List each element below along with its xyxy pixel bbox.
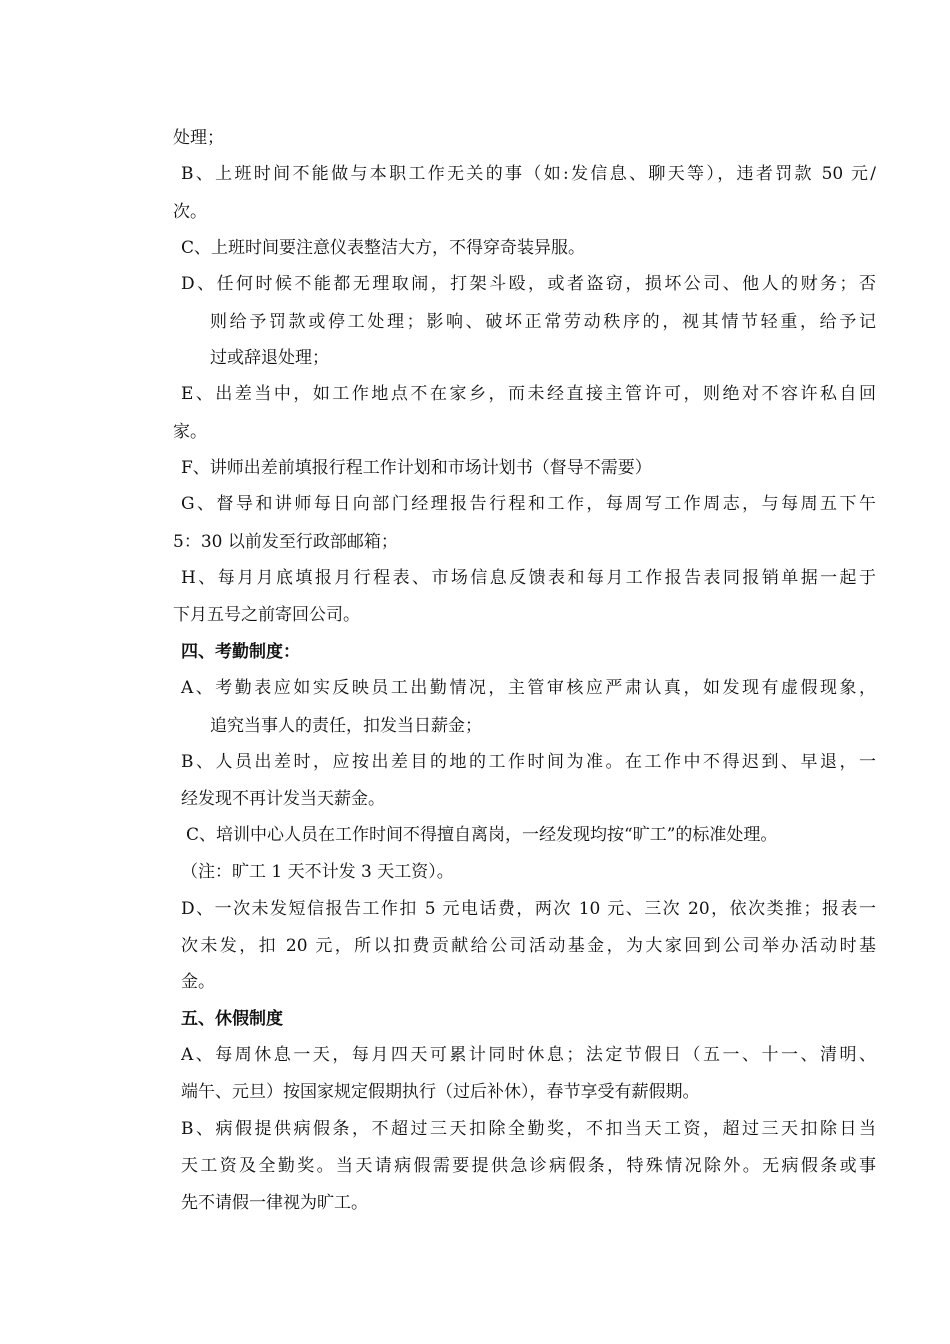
text-line: 先不请假一律视为旷工。 <box>181 1193 368 1213</box>
text-line: 家。 <box>173 422 207 442</box>
text-line: 端午、元旦）按国家规定假期执行（过后补休），春节享受有薪假期。 <box>181 1082 700 1102</box>
text-line: 则给予罚款或停工处理；影响、破坏正常劳动秩序的，视其情节轻重，给予记 <box>210 312 876 332</box>
text-line: 次。 <box>173 202 207 222</box>
text-line: B、人员出差时，应按出差目的地的工作时间为准。在工作中不得迟到、早退，一 <box>181 752 876 772</box>
text-line: H、每月月底填报月行程表、市场信息反馈表和每月工作报告表同报销单据一起于 <box>181 568 876 588</box>
text-line: 下月五号之前寄回公司。 <box>173 605 360 625</box>
text-line: D、任何时候不能都无理取闹，打架斗殴，或者盗窃，损坏公司、他人的财务；否 <box>181 274 876 294</box>
text-line: 5：30 以前发至行政部邮箱； <box>173 532 398 552</box>
text-line: C、上班时间要注意仪表整洁大方，不得穿奇装异服。 <box>181 238 586 258</box>
text-line: F、讲师出差前填报行程工作计划和市场计划书（督导不需要） <box>181 458 652 478</box>
section-heading: 五、休假制度 <box>181 1009 283 1029</box>
text-line: 金。 <box>181 972 215 992</box>
text-line: 过或辞退处理； <box>210 348 329 368</box>
text-line: A、每周休息一天，每月四天可累计同时休息；法定节假日（五一、十一、清明、 <box>181 1045 876 1065</box>
text-line: B、病假提供病假条，不超过三天扣除全勤奖，不扣当天工资，超过三天扣除日当 <box>181 1119 876 1139</box>
text-line: （注：旷工 1 天不计发 3 天工资）。 <box>181 862 454 882</box>
text-line: G、督导和讲师每日向部门经理报告行程和工作，每周写工作周志，与每周五下午 <box>181 494 876 514</box>
text-line: A、考勤表应如实反映员工出勤情况，主管审核应严肃认真，如发现有虚假现象， <box>181 678 876 698</box>
text-line: 次未发，扣 20 元，所以扣费贡献给公司活动基金，为大家回到公司举办活动时基 <box>181 936 876 956</box>
text-line: B、上班时间不能做与本职工作无关的事（如:发信息、聊天等），违者罚款 50 元/ <box>181 164 876 184</box>
text-line: 天工资及全勤奖。当天请病假需要提供急诊病假条，特殊情况除外。无病假条或事 <box>181 1156 876 1176</box>
text-line: E、出差当中，如工作地点不在家乡，而未经直接主管许可，则绝对不容许私自回 <box>181 384 876 404</box>
text-line: 处理； <box>173 128 224 148</box>
text-line: C、培训中心人员在工作时间不得擅自离岗，一经发现均按“旷工”的标准处理。 <box>186 825 778 845</box>
text-line: 经发现不再计发当天薪金。 <box>181 789 385 809</box>
section-heading: 四、考勤制度： <box>181 642 300 662</box>
text-line: 追究当事人的责任，扣发当日薪金； <box>210 716 482 736</box>
text-line: D、一次未发短信报告工作扣 5 元电话费，两次 10 元、三次 20，依次类推；报表一 <box>181 899 876 919</box>
